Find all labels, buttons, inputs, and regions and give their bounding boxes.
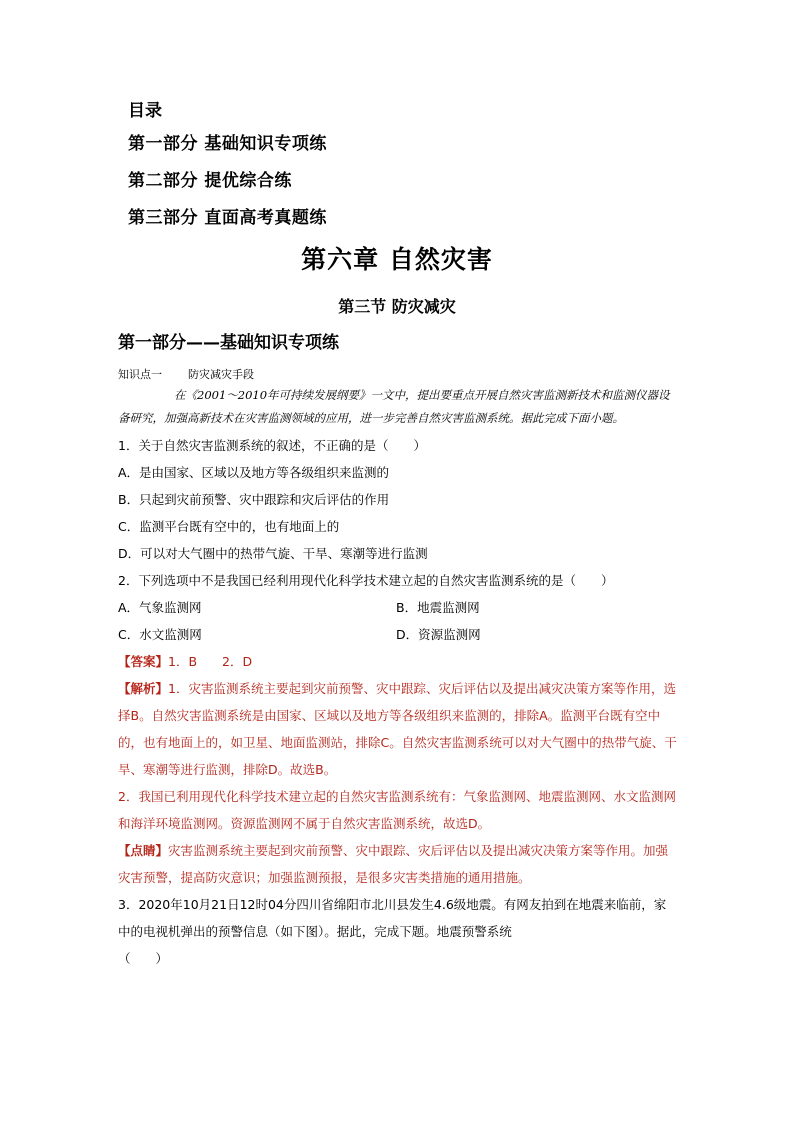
- question-1-option-d: D．可以对大气圈中的热带气旋、干旱、寒潮等进行监测: [118, 546, 428, 561]
- knowledge-point-label: 知识点一: [118, 368, 162, 381]
- toc-item-part-3[interactable]: 第三部分 直面高考真题练: [128, 208, 327, 228]
- question-1-option-c: C．监测平台既有空中的，也有地面上的: [118, 519, 340, 534]
- question-2-options-row-1: [118, 594, 678, 621]
- question-2-stem: 2．下列选项中不是我国已经利用现代化科学技术建立起的自然灾害监测系统的是（ ）: [118, 573, 614, 588]
- analysis-text-1: 1．灾害监测系统主要起到灾前预警、灾中跟踪、灾后评估以及提出减灾决策方案等作用，选择B。自然灾害监测系统是由国家、区域以及地方等各级组织来监测的，排除A。监测平台既有空中的，也有地面上的，如卫星、地面监测站，排除C。自然灾害监测系统可以对大气圈中的热带气旋、干旱、寒潮等进行监测，排除D。故选B。: [118, 681, 677, 777]
- answer-text: 1．B 2．D: [168, 654, 253, 669]
- comment-block: [118, 837, 678, 891]
- question-2-option-a: A．气象监测网: [118, 600, 202, 615]
- part-heading: 第一部分——基础知识专项练: [118, 333, 339, 353]
- comment-tag: 【点睛】: [118, 843, 169, 858]
- question-2-options-row-2: [118, 621, 678, 648]
- analysis-tag: 【解析】: [118, 681, 169, 696]
- toc-title: 目录: [128, 101, 162, 121]
- question-2-option-c: C．水文监测网: [118, 627, 202, 642]
- knowledge-point: [118, 366, 678, 384]
- question-1-option-a: A．是由国家、区域以及地方等各级组织来监测的: [118, 465, 390, 480]
- question-1-stem: 1．关于自然灾害监测系统的叙述，不正确的是（ ）: [118, 438, 426, 453]
- reading-passage: 在《2001～2010年可持续发展纲要》一文中，提出要重点开展自然灾害监测新技术和监测仪器设备研究，加强高新技术在灾害监测领域的应用，进一步完善自然灾害监测系统。据此完成下面小题。: [118, 388, 670, 425]
- comment-text: 灾害监测系统主要起到灾前预警、灾中跟踪、灾后评估以及提出减灾决策方案等作用。加强灾害预警，提高防灾意识；加强监测预报，是很多灾害类措施的通用措施。: [118, 843, 669, 885]
- question-3-stem: 3．2020年10月21日12时04分四川省绵阳市北川县发生4.6级地震。有网友拍到在地震来临前，家中的电视机弹出的预警信息（如下图）。据此，完成下题。地震预警系统: [118, 897, 667, 939]
- analysis-block-2: 2．我国已利用现代化科学技术建立起的自然灾害监测系统有：气象监测网、地震监测网、水文监测网和海洋环境监测网。资源监测网不属于自然灾害监测系统，故选D。: [118, 789, 676, 831]
- question-2-option-d: D．资源监测网: [396, 627, 481, 642]
- question-1-option-b: B．只起到灾前预警、灾中跟踪和灾后评估的作用: [118, 492, 390, 507]
- toc-item-part-2[interactable]: 第二部分 提优综合练: [128, 171, 292, 191]
- answer-tag: 【答案】: [118, 654, 169, 669]
- toc-item-part-1[interactable]: 第一部分 基础知识专项练: [128, 134, 327, 154]
- question-3-blank: （ ）: [118, 951, 169, 966]
- chapter-title: 第六章 自然灾害: [301, 245, 493, 274]
- section-title: 第三节 防灾减灾: [338, 297, 456, 316]
- document-body: [118, 366, 678, 972]
- question-2-option-b: B．地震监测网: [396, 600, 480, 615]
- knowledge-point-title: 防灾减灾手段: [188, 368, 254, 381]
- answer-block: [118, 648, 678, 675]
- analysis-block-1: [118, 675, 678, 783]
- table-of-contents: [128, 96, 327, 237]
